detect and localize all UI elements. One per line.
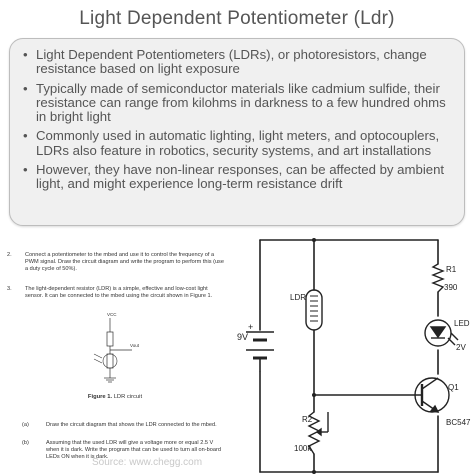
figure-caption-bold: Figure 1. (87, 394, 113, 400)
q1-transistor (415, 378, 449, 412)
ldr-symbol (306, 290, 322, 330)
bullet-item (23, 129, 454, 158)
r2-label: R2 (302, 415, 313, 424)
ldr-track (310, 296, 318, 321)
assignment-document (0, 232, 230, 474)
junction-dot (312, 238, 316, 242)
figure-caption-text: LDR circuit (112, 394, 143, 400)
question-a-label: (a) (22, 422, 29, 428)
fig-vcc-label: VCC (107, 312, 117, 317)
battery-plus: + (248, 322, 254, 332)
question-2-number: 2. (7, 252, 12, 258)
bullet-text: Typically made of semiconductor materials like cadmium sulfide, their resistance can range from kilohms in darkness to a few hundred ohms in bright light (36, 80, 446, 125)
bullet-text: However, they have non-linear responses, can be affected by ambient light, and might experience long-term resistance drift (36, 162, 445, 192)
junction-dot (312, 470, 316, 474)
battery-label: 9V (237, 332, 249, 342)
r1-label: R1 (446, 265, 457, 274)
watermark: Source: www.chegg.com (92, 457, 203, 468)
r1-resistor (433, 264, 443, 292)
figure-caption (0, 394, 230, 401)
fig-vout-label: Vout (130, 343, 140, 348)
bullet-dot: • (23, 80, 28, 96)
q1-emitter-arrow (431, 406, 438, 412)
led-diode (431, 327, 445, 337)
fig-ldr (107, 354, 113, 368)
r2-value: 100k (294, 444, 312, 453)
led-emit-arrow (448, 338, 455, 345)
battery (246, 332, 274, 372)
bullet-dot: • (23, 162, 28, 178)
reference-image (0, 232, 474, 474)
q1-label: Q1 (448, 383, 459, 392)
q1-value: BC547 (446, 418, 471, 427)
question-3-text: The light-dependent resistor (LDR) is a simple, effective and low-cost light sensor. It can be connected to the mbed using the circuit shown in Figure 1. (25, 286, 213, 299)
ldr-figure (80, 310, 150, 394)
summary-card (9, 38, 465, 226)
ldr-label: LDR (290, 293, 307, 302)
fig-resistor (107, 332, 113, 346)
bullet-dot: • (23, 47, 28, 62)
question-a-text: Draw the circuit diagram that shows the LDR connected to the mbed. (46, 422, 217, 428)
question-b-text: Assuming that the used LDR will give a voltage more or equal 2.5 V when it is dark. Write the program that can be used to turn all on-board LEDs ON when it is dark. (46, 440, 221, 460)
led-emit-arrow (451, 333, 458, 340)
led-label: LED (454, 319, 470, 328)
bullet-item (23, 48, 454, 77)
junction-dot (312, 393, 316, 397)
bullet-list (10, 39, 464, 192)
fig-ldr-ring (103, 354, 117, 368)
question-b-label: (b) (22, 440, 29, 446)
bullet-text: Commonly used in automatic lighting, light meters, and optocouplers, LDRs also feature in robotics, security systems, and art installations (36, 128, 440, 158)
fig-light-arrow (94, 354, 102, 358)
question-2-text: Connect a potentiometer to the mbed and use it to control the frequency of a PWM signal. Draw the circuit diagram and write the program to perform this (use a duty cycle of 50%). (25, 252, 224, 272)
question-3-number: 3. (7, 286, 12, 292)
bullet-item (23, 163, 454, 192)
page-title: Light Dependent Potentiometer (Ldr) (79, 8, 395, 29)
bullet-text: Light Dependent Potentiometers (LDRs), or photoresistors, change resistance based on light exposure (36, 47, 427, 77)
bullet-item (23, 82, 454, 125)
r1-value: 390 (444, 283, 458, 292)
bullet-dot: • (23, 128, 28, 144)
circuit-diagram (226, 232, 474, 474)
fig-light-arrow (94, 359, 102, 363)
led-value: 2V (456, 343, 466, 352)
